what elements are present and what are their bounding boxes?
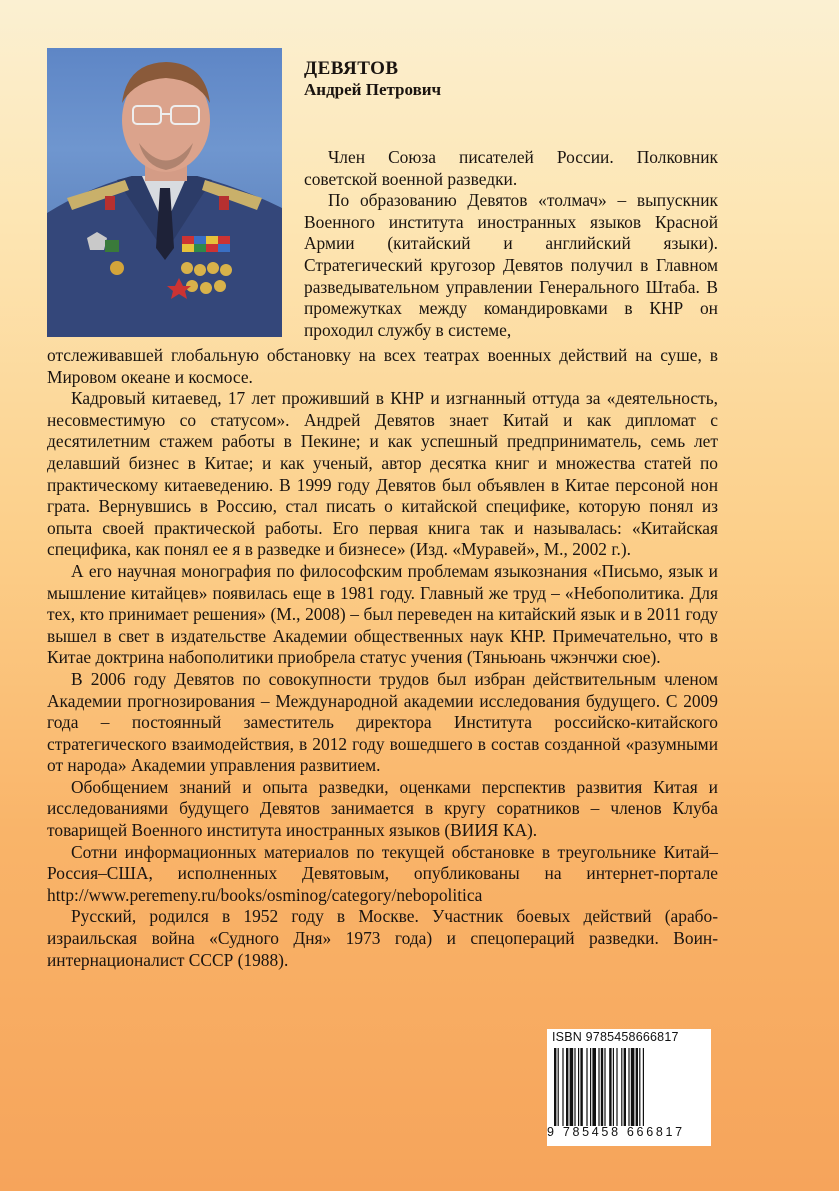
paragraph: Член Союза писателей России. Полковник советской военной разведки. — [304, 147, 718, 189]
paragraph: По образованию Девятов «толмач» – выпускник Военного института иностранных языков Красной Армии (китайский и английский языки). Стратегический кругозор Девятов получил в Главном разведывательном управлении Генерального Штаба. В промежутках между командировками в КНР он проходил службу в системе, — [304, 190, 718, 340]
paragraph: В 2006 году Девятов по совокупности трудов был избран действительным членом Академии прогнозирования – Международной академии исследования будущего. С 2009 года – постоянный заместитель директора Института российско-китайского стратегического взаимодействия, в 2012 году вошедшего в состав созданной «разумными от народа» Академии управления развитием. — [47, 668, 718, 776]
author-portrait-illustration — [47, 48, 282, 337]
barcode-digits: 9 785458 666817 — [547, 1125, 685, 1139]
paragraph: Русский, родился в 1952 году в Москве. Участник боевых действий (арабо-израильская война «Судного Дня» 1973 года) и спецопераций разведки. Воин-интернационалист СССР (1988). — [47, 906, 718, 970]
author-surname: ДЕВЯТОВ — [304, 58, 399, 79]
isbn-barcode — [547, 1029, 711, 1146]
paragraph: А его научная монография по философским проблемам языкознания «Письмо, язык и мышление китайцев» появилась еще в 1981 году. Главный же труд – «Небополитика. Для тех, кто принимает решения» (М., 2008) – был переведен на китайский язык и в 2011 году вышел в свет в издательстве Академии общественных наук КНР. Примечательно, что в Китае доктрина набополитики приобрела статус учения (Тяньюань чжэнчжи сюе). — [47, 560, 718, 668]
author-heading — [304, 58, 441, 100]
biography-text — [47, 345, 718, 971]
intro-text — [304, 147, 718, 341]
paragraph: Сотни информационных материалов по текущей обстановке в треугольнике Китай–Россия–США, исполненных Девятовым, опубликованы на интернет-портале http://www.peremeny.ru/books/osminog/category/nebopolitica — [47, 841, 718, 905]
author-photo — [47, 48, 282, 337]
paragraph: отслеживавшей глобальную обстановку на всех театрах военных действий на суше, в Мировом океане и космосе. — [47, 345, 718, 387]
paragraph: Обобщением знаний и опыта разведки, оценками перспектив развития Китая и исследованиями будущего Девятов занимается в кругу соратников – членов Клуба товарищей Военного института иностранных языков (ВИИЯ КА). — [47, 776, 718, 841]
isbn-label: ISBN 9785458666817 — [552, 1030, 679, 1044]
barcode-bars — [554, 1048, 704, 1126]
paragraph: Кадровый китаевед, 17 лет проживший в КНР и изгнанный оттуда за «деятельность, несовместимую со статусом». Андрей Девятов знает Китай и как дипломат с десятилетним стажем работы в Пекине; и как успешный предприниматель, семь лет делавший бизнес в Китае; и как ученый, автор десятка книг и множества статей по практическому китаеведению. В 1999 году Девятов был объявлен в Китае персоной нон грата. Вернувшись в Россию, стал писать о китайской специфике, которую понял из опыта своей практической работы. Его первая книга так и называлась: «Китайская специфика, как понял ее я в разведке и бизнесе» (Изд. «Муравей», М., 2002 г.). — [47, 388, 718, 560]
author-given-names: Андрей Петрович — [304, 80, 442, 99]
